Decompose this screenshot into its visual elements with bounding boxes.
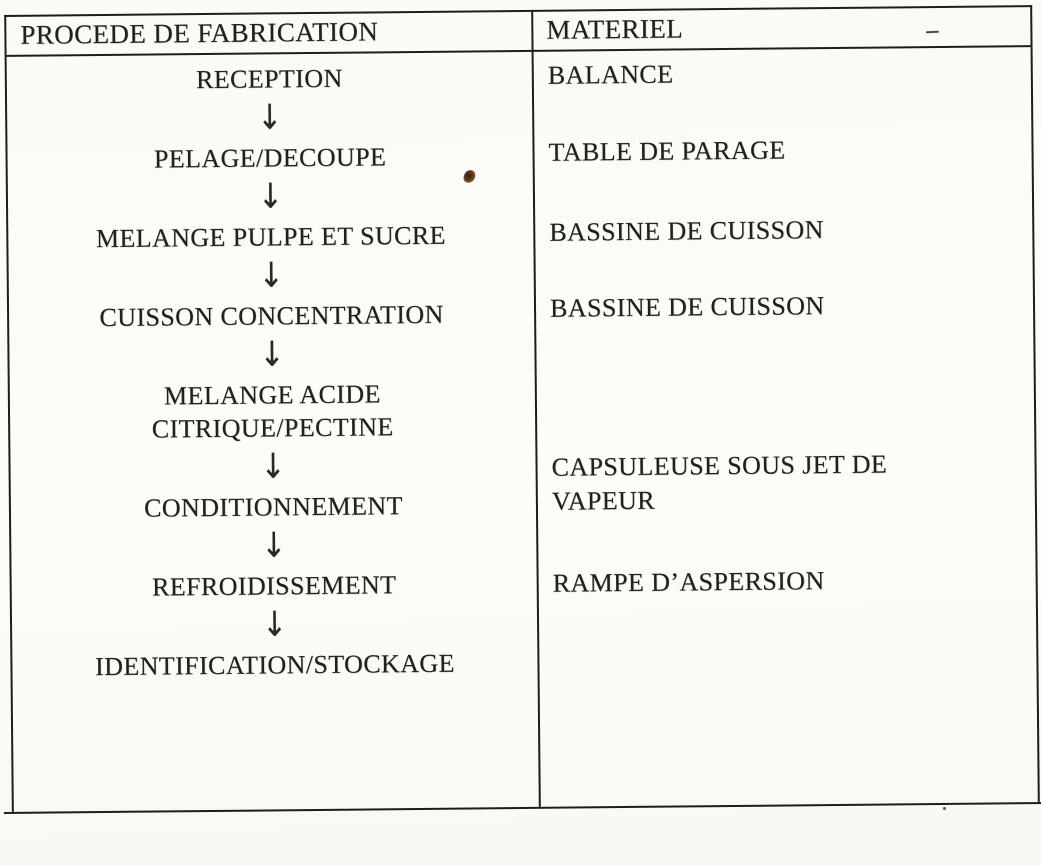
flow-arrow-icon: ↓ xyxy=(256,97,283,139)
flow-step-pelage-decoupe: PELAGE/DECOUPE xyxy=(153,142,387,174)
flow-step-refroidissement: REFROIDISSEMENT xyxy=(151,570,397,602)
material-item-table-de-parage: TABLE DE PARAGE xyxy=(548,135,786,167)
flow-arrow-icon: ↓ xyxy=(260,446,286,488)
header-cell-material: MATERIEL xyxy=(546,13,684,45)
material-item-balance: BALANCE xyxy=(547,59,674,90)
flow-step-reception: RECEPTION xyxy=(195,63,343,95)
material-item-capsuleuse-sous-jet-de-vapeur: CAPSULEUSE SOUS JET DE VAPEUR xyxy=(551,449,888,516)
process-material-table xyxy=(4,5,1040,812)
flow-arrow-icon: ↓ xyxy=(258,255,284,297)
flow-arrow-icon: ↓ xyxy=(261,604,288,646)
process-flow-column xyxy=(7,52,539,812)
material-item-rampe-d-aspersion: RAMPE D’ASPERSION xyxy=(552,566,825,598)
material-item-bassine-de-cuisson-2: BASSINE DE CUISSON xyxy=(549,291,825,323)
flow-arrow-icon: ↓ xyxy=(261,525,287,567)
scan-dot-artifact xyxy=(943,807,946,810)
header-cell-process: PROCEDE DE FABRICATION xyxy=(20,16,379,50)
flow-step-conditionnement: CONDITIONNEMENT xyxy=(143,491,403,523)
flow-step-cuisson-concentration: CUISSON CONCENTRATION xyxy=(99,299,444,333)
flow-step-melange-acide-citrique-pectine: MELANGE ACIDE CITRIQUE/PECTINE xyxy=(151,379,394,444)
flow-arrow-icon: ↓ xyxy=(257,176,284,218)
material-item-bassine-de-cuisson-1: BASSINE DE CUISSON xyxy=(549,215,824,247)
flow-step-identification-stockage: IDENTIFICATION/STOCKAGE xyxy=(94,648,455,682)
flow-arrow-icon: ↓ xyxy=(259,334,285,376)
material-column xyxy=(534,47,1038,807)
flow-step-melange-pulpe-sucre: MELANGE PULPE ET SUCRE xyxy=(95,220,446,254)
